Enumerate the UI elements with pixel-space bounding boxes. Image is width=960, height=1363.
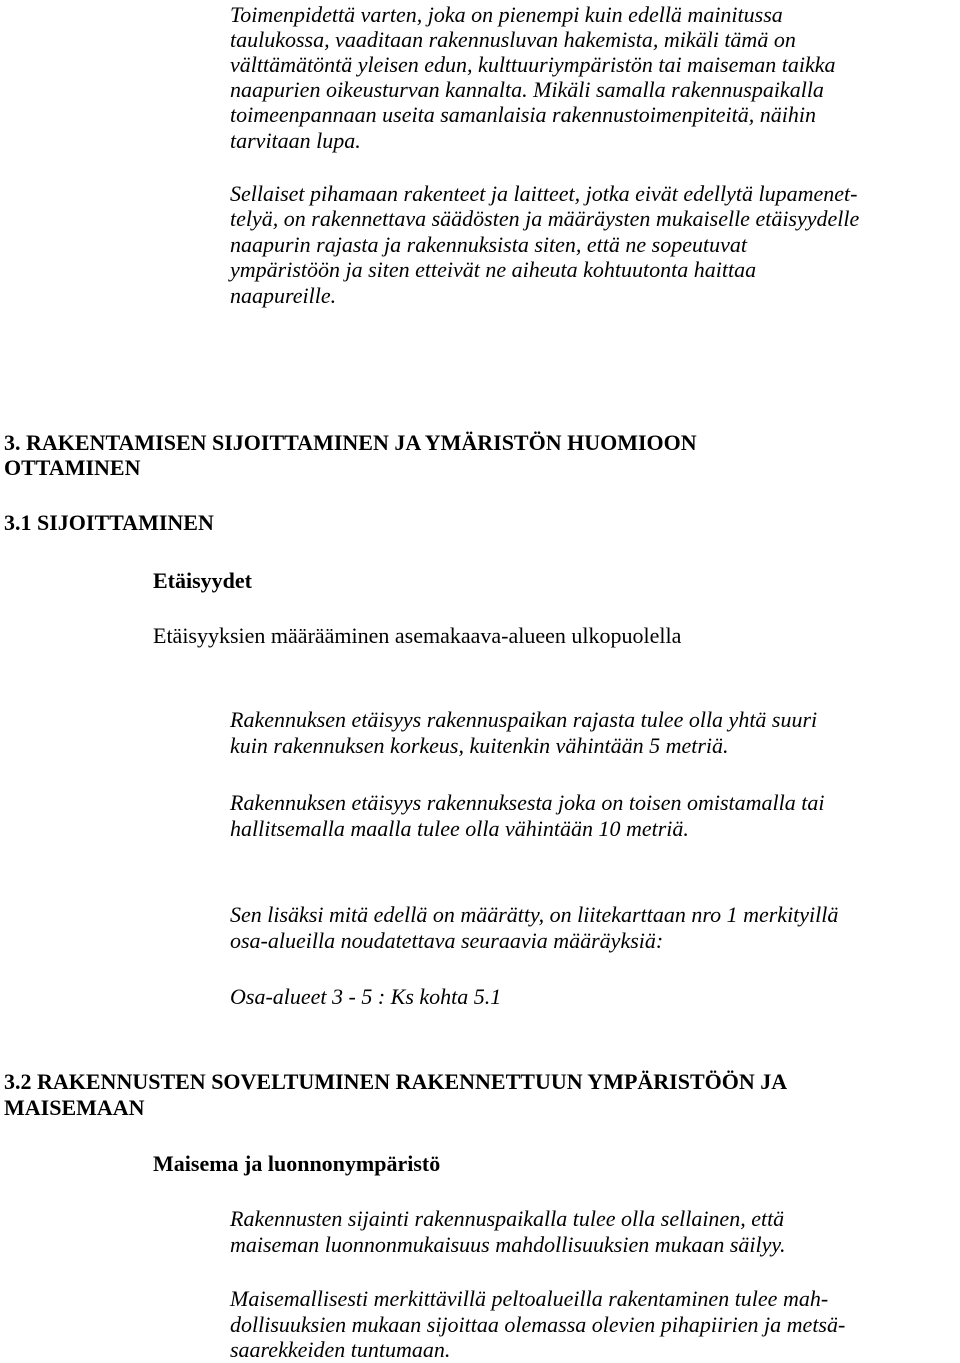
text-line: Sen lisäksi mitä edellä on määrätty, on liitekarttaan nro 1 merkityillä	[230, 902, 839, 927]
text-line: dollisuuksien mukaan sijoittaa olemassa olevien pihapiirien ja metsä-	[230, 1312, 846, 1337]
text-line: naapurien oikeusturvan kannalta. Mikäli samalla rakennuspaikalla	[230, 77, 824, 102]
heading-line: 3. RAKENTAMISEN SIJOITTAMINEN JA YMÄRISTÖN HUOMIOON	[4, 430, 697, 455]
text-line: Rakennuksen etäisyys rakennuspaikan rajasta tulee olla yhtä suuri	[230, 707, 818, 732]
sub-area-note: Osa-alueet 3 - 5 : Ks kohta 5.1	[230, 984, 502, 1009]
text-line: naapurin rajasta ja rakennuksista siten, että ne sopeutuvat	[230, 232, 747, 257]
text-line: maiseman luonnonmukaisuus mahdollisuuksien mukaan säilyy.	[230, 1232, 786, 1257]
text-line: hallitsemalla maalla tulee olla vähintään 10 metriä.	[230, 816, 689, 841]
text-line: tarvitaan lupa.	[230, 128, 361, 153]
text-line: Rakennusten sijainti rakennuspaikalla tulee olla sellainen, että	[230, 1206, 785, 1231]
text-line: Rakennuksen etäisyys rakennuksesta joka on toisen omistamalla tai	[230, 790, 825, 815]
heading-line: MAISEMAAN	[4, 1095, 145, 1120]
subheading-distances: Etäisyydet	[153, 568, 252, 593]
text-line: saarekkeiden tuntumaan.	[230, 1337, 451, 1362]
text-line: ympäristöön ja siten etteivät ne aiheuta kohtuutonta haittaa	[230, 257, 757, 282]
text-line: toimeenpannaan useita samanlaisia rakennustoimenpiteitä, näihin	[230, 102, 817, 127]
text-line: osa-alueilla noudatettava seuraavia määräyksiä:	[230, 928, 664, 953]
subheading-landscape: Maisema ja luonnonympäristö	[153, 1151, 441, 1176]
section-3-1-heading: 3.1 SIJOITTAMINEN	[4, 510, 214, 535]
text-line: Maisemallisesti merkittävillä peltoalueilla rakentaminen tulee mah-	[230, 1286, 829, 1311]
distances-subtitle: Etäisyyksien määrääminen asemakaava-alueen ulkopuolella	[153, 623, 682, 648]
text-line: Toimenpidettä varten, joka on pienempi kuin edellä mainitussa	[230, 2, 783, 27]
text-line: naapureille.	[230, 283, 337, 308]
text-line: Sellaiset pihamaan rakenteet ja laitteet, jotka eivät edellytä lupamenet-	[230, 181, 858, 206]
text-line: välttämätöntä yleisen edun, kulttuuriympäristön tai maiseman taikka	[230, 52, 836, 77]
text-line: taulukossa, vaaditaan rakennusluvan hakemista, mikäli tämä on	[230, 27, 796, 52]
heading-line: 3.2 RAKENNUSTEN SOVELTUMINEN RAKENNETTUUN YMPÄRISTÖÖN JA	[4, 1069, 788, 1094]
text-line: telyä, on rakennettava säädösten ja määräysten mukaiselle etäisyydelle	[230, 206, 860, 231]
text-line: kuin rakennuksen korkeus, kuitenkin vähintään 5 metriä.	[230, 733, 729, 758]
heading-line: OTTAMINEN	[4, 455, 141, 480]
